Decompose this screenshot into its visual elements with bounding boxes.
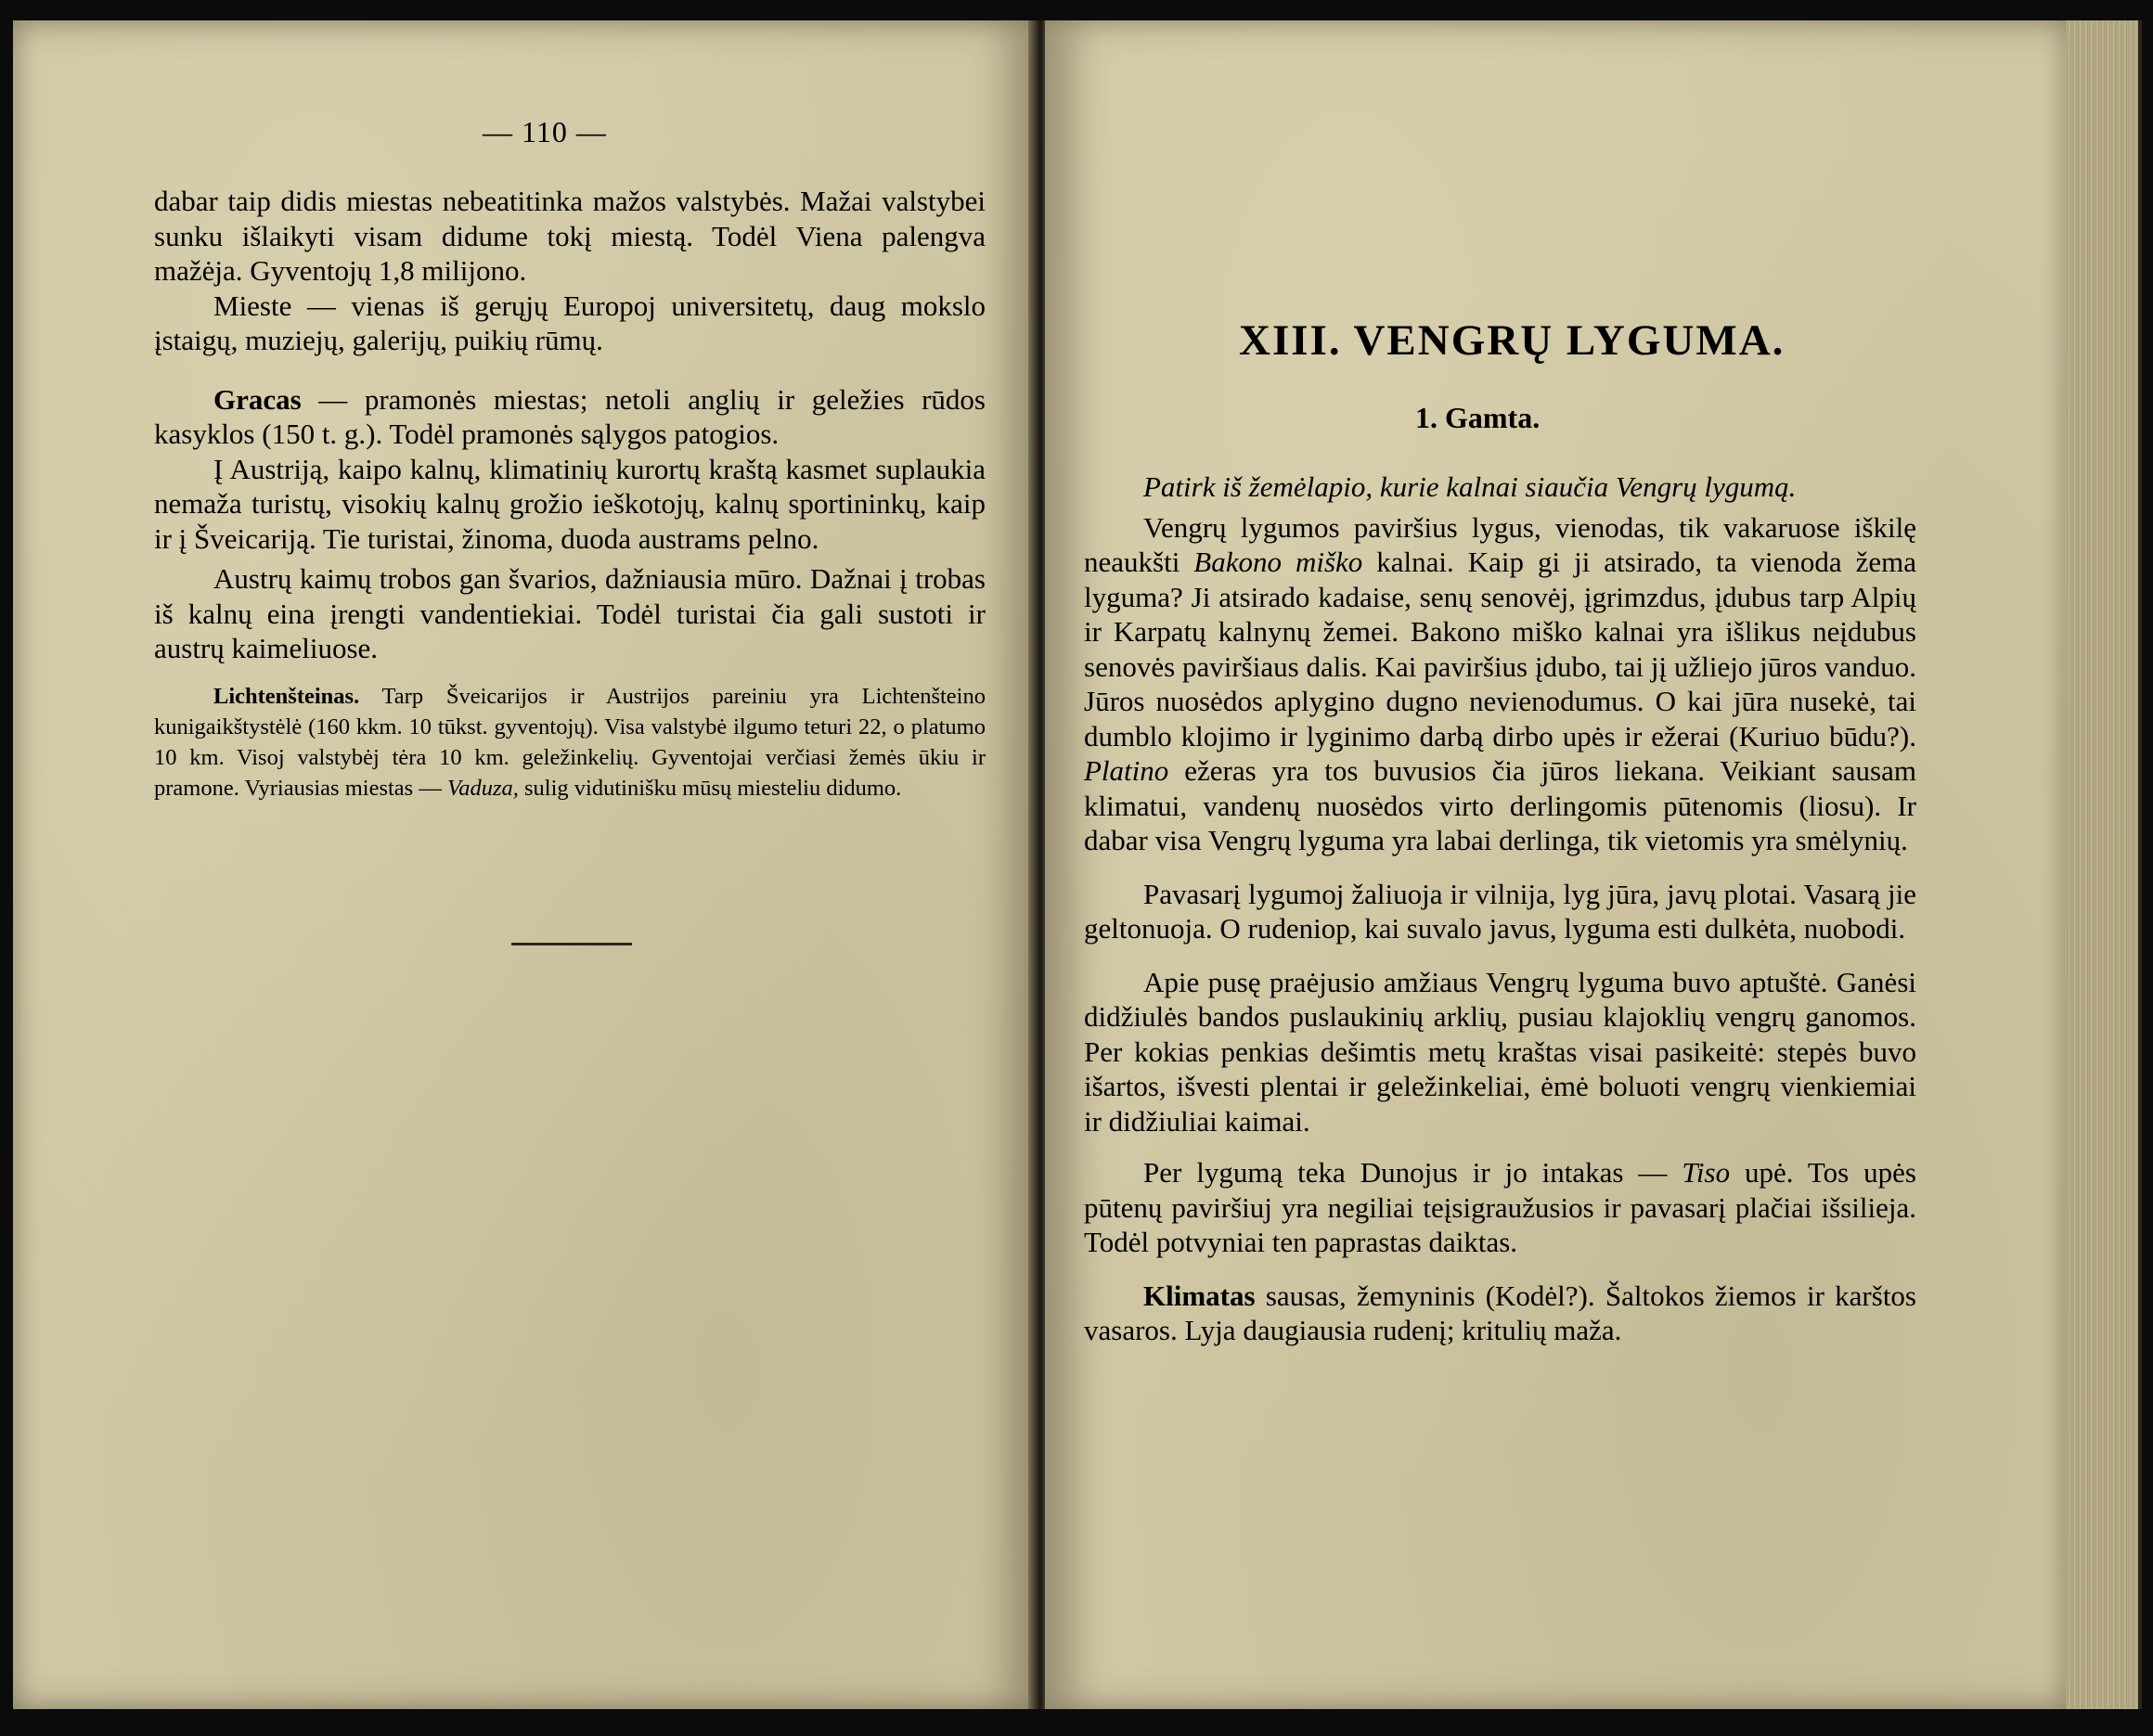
paragraph: Pavasarį lygumoj žaliuoja ir vilnija, lyg jūra, javų plotai. Vasarą jie geltonuoja. O rudeniop, kai suvalo javus, lyguma esti dulkėta, nuobodi.	[1084, 877, 1916, 945]
paragraph: dabar taip didis miestas nebeatitinka mažos valstybės. Mažai valstybei sunku išlaikyti visam didume tokį miestą. Todėl Viena palengva mažėja. Gyventojų 1,8 milijono.	[154, 185, 986, 287]
paragraph	[1084, 510, 1916, 858]
paragraph: Į Austriją, kaipo kalnų, klimatinių kurortų kraštą kasmet suplaukia nemaža turistų, visokių kalnų grožio ieškotojų, kalnų sportininkų, kaip ir į Šveicariją. Tie turistai, žinoma, duoda austrams pelno.	[154, 452, 986, 555]
footnote-city: Vaduza,	[446, 775, 519, 801]
place-name: Gracas	[213, 382, 302, 416]
paragraph-text: kalnai. Kaip gi ji atsirado, ta vienoda žema lyguma? Ji atsirado kadaise, senų senovėj, įgrimzdus, įdubus tarp Alpių ir Karpatų kalnynų žemei. Bakono miško kalnai yra išlikus neįdubus senovės paviršiaus dalis. Kai paviršius įdubo, tai jį užliejo jūros vanduo. Jūros nuosėdos aplygino dugno nevienodumus. O kai jūra nusekė, tai dumblo klojimo ir lyginimo darbą dirbo upės ir ežerai (Kuriuo būdu?).	[1084, 546, 1916, 752]
page-number: — 110 —	[483, 115, 607, 148]
footnote-text: Tarp Šveicarijos ir Austrijos pareiniu yra Lichtenšteino kunigaikštystėlė (160 kkm. 10 tūkst. gyventojų). Visa valstybė ilgumo teturi 22, o platumo 10 km. Visoj valstybėj tėra 10 km. geležinkelių. Gyventojai verčiasi žemės ūkiu ir pramone. Vyriausias miestas —	[154, 683, 986, 801]
paragraph: Austrų kaimų trobos gan švarios, dažniausia mūro. Dažnai į trobas iš kalnų eina įrengti vandentiekiai. Todėl turistai čia gali sustoti ir austrų kaimeliuose.	[154, 562, 986, 664]
page-edges	[2066, 20, 2142, 1709]
section-keyword: Klimatas	[1143, 1279, 1256, 1312]
paragraph: Apie pusę praėjusio amžiaus Vengrų lyguma buvo aptuštė. Ganėsi didžiulės bandos puslaukinių arklių, pusiau klajoklių vengrų ganomos. Per kokias penkias dešimtis metų kraštas visai pasikeitė: stepės buvo išartos, išvesti plentai ir geležinkeliai, ėmė boluoti vengrų vienkiemiai ir didžiuliai kaimai.	[1084, 965, 1916, 1138]
paragraph	[154, 382, 986, 452]
river-name: Tiso	[1682, 1156, 1731, 1189]
task-line: Patirk iš žemėlapio, kurie kalnai siaučia Vengrų lygumą.	[1143, 470, 1797, 503]
paragraph	[1084, 1155, 1916, 1260]
paragraph-text: Vengrų lygumos paviršius lygus, vienodas, tik vakaruose iškilę neaukšti	[1084, 510, 1916, 578]
paragraph: Mieste — vienas iš gerųjų Europoj universitetų, daug mokslo įstaigų, muziejų, galerijų, puikių rūmų.	[154, 289, 986, 356]
footnote-title: Lichtenšteinas.	[213, 683, 360, 709]
right-text-block	[1084, 469, 1916, 1348]
paragraph-text: ežeras yra tos buvusios čia jūros liekana. Veikiant sausam klimatui, vandenų nuosėdos virto derlingomis pūtenomis (liosu). Ir dabar visa Vengrų lyguma yra labai derlinga, tik vietomis yra smėlynių.	[1084, 754, 1916, 856]
place-name: Bakono miško	[1193, 546, 1363, 578]
paragraph-text: Per lygumą teka Dunojus ir jo intakas —	[1143, 1156, 1682, 1189]
end-rule	[511, 943, 632, 945]
paragraph-text: upė. Tos upės pūtenų paviršiuj yra negiliai teįsigraužusios ir pavasarį plačiai išsilieja. Todėl potvyniai ten paprastas daiktas.	[1084, 1156, 1916, 1258]
chapter-title: XIII. VENGRŲ LYGUMA.	[1239, 316, 1786, 365]
section-title: 1. Gamta.	[1415, 401, 1541, 434]
left-text-block	[154, 184, 986, 804]
footnote	[154, 681, 986, 804]
paragraph	[1084, 1279, 1916, 1348]
paragraph-text: sausas, žemyninis (Kodėl?). Šaltokos žiemos ir karštos vasaros. Lyja daugiausia rudenį; kritulių maža.	[1084, 1279, 1916, 1346]
footnote-tail: sulig vidutinišku mūsų miesteliu didumo.	[518, 775, 902, 801]
paragraph-text: — pramonės miestas; netoli anglių ir geležies rūdos kasyklos (150 t. g.). Todėl pramonės sąlygos patogios.	[154, 382, 986, 450]
lake-name: Platino	[1084, 754, 1169, 787]
